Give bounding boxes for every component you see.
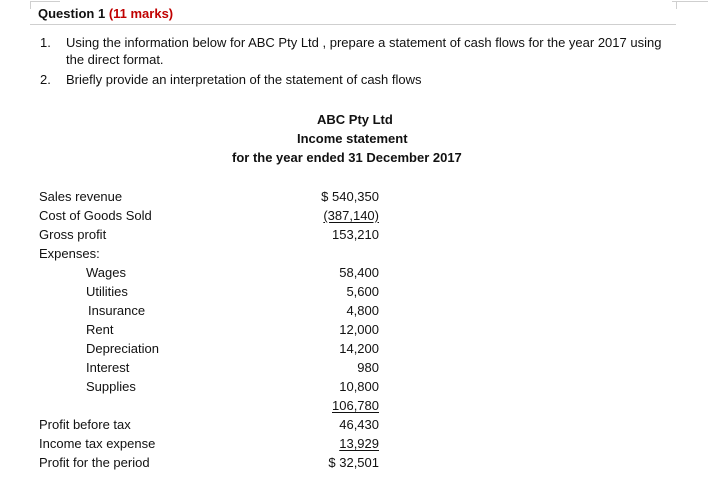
question-item-text: Briefly provide an interpretation of the statement of cash flows (66, 72, 422, 87)
statement-period: for the year ended 31 December 2017 (232, 150, 462, 165)
statement-row (0, 453, 708, 472)
statement-row (0, 415, 708, 434)
top-border-right (672, 1, 708, 2)
statement-row (0, 358, 708, 377)
row-value: 980 (357, 360, 379, 375)
row-label: Sales revenue (39, 189, 123, 204)
statement-row (0, 187, 708, 206)
row-value: 46,430 (339, 417, 379, 432)
row-value: 58,400 (339, 265, 379, 280)
row-label: Interest (86, 360, 130, 375)
row-label: Depreciation (86, 341, 159, 356)
statement-row (0, 282, 708, 301)
row-value: $ 540,350 (321, 189, 379, 204)
statement-row (0, 377, 708, 396)
statement-row (0, 263, 708, 282)
row-value: 5,600 (346, 284, 379, 299)
row-label: Supplies (86, 379, 136, 394)
row-value: $ 32,501 (328, 455, 379, 470)
statement-row (0, 339, 708, 358)
statement-row (0, 301, 708, 320)
question-item-number: 1. (40, 35, 51, 50)
row-label: Utilities (86, 284, 128, 299)
row-label: Income tax expense (39, 436, 156, 451)
row-value: 106,780 (332, 398, 379, 413)
corner-tick-right (676, 1, 677, 9)
row-value: (387,140) (323, 208, 379, 223)
statement-row (0, 396, 708, 415)
company-name: ABC Pty Ltd (317, 112, 393, 127)
row-label: Rent (86, 322, 114, 337)
row-value: 4,800 (346, 303, 379, 318)
question-heading (38, 6, 173, 21)
top-border-left (30, 1, 60, 2)
row-value: 14,200 (339, 341, 379, 356)
question-item-2 (0, 71, 708, 89)
statement-row (0, 434, 708, 453)
row-label: Wages (86, 265, 126, 280)
statement-row (0, 244, 708, 263)
heading-divider (30, 24, 676, 25)
row-value: 10,800 (339, 379, 379, 394)
statement-row (0, 225, 708, 244)
statement-row (0, 206, 708, 225)
row-value: 13,929 (339, 436, 379, 451)
row-label: Profit before tax (39, 417, 131, 432)
statement-row (0, 320, 708, 339)
row-label: Insurance (88, 303, 146, 318)
question-item-number: 2. (40, 72, 51, 87)
row-label: Cost of Goods Sold (39, 208, 152, 223)
row-value: 12,000 (339, 322, 379, 337)
question-item-text: Using the information below for ABC Pty Ltd , prepare a statement of cash flows for the year 2017 using the direct format. (66, 35, 662, 67)
corner-tick-left (30, 1, 31, 9)
question-item-1 (0, 34, 708, 70)
row-label: Gross profit (39, 227, 107, 242)
row-label: Profit for the period (39, 455, 150, 470)
row-label: Expenses: (39, 246, 100, 261)
question-title: Question 1 (38, 6, 106, 21)
statement-name: Income statement (297, 131, 408, 146)
question-marks: (11 marks) (108, 6, 174, 21)
row-value: 153,210 (332, 227, 379, 242)
